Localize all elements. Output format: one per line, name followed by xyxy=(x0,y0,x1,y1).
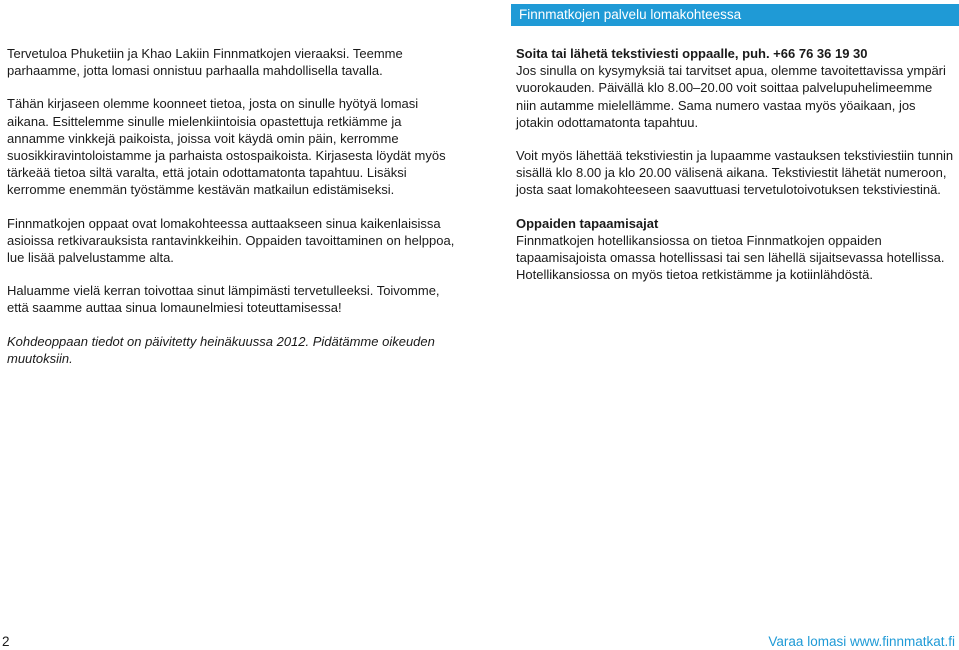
booklet-intro-paragraph: Tähän kirjaseen olemme koonneet tietoa, josta on sinulle hyötyä lomasi aikana. Esittelemme sinulle mielenkiintoisia opastettuja retkiämme ja annamme vinkkejä paikoista, joissa voit käydä omin päin, kerromme suosikkiravintoloistamme ja parhaista ostospaikoista. Kirjasesta löydät myös tärkeää tietoa siltä varalta, että jotain odottamatonta tapahtuu. Lisäksi kerromme enemmän työstämme kestävän matkailun edistämiseksi. xyxy=(7,96,446,198)
update-note: Kohdeoppaan tiedot on päivitetty heinäkuussa 2012. Pidätämme oikeuden muutoksiin. xyxy=(7,333,435,366)
left-column xyxy=(7,45,462,383)
sms-paragraph-2: Voit myös lähettää tekstiviestin ja lupaamme vastauksen tekstiviestiin tunnin sisällä klo 8.00 ja klo 20.00 välisenä aikana. Tekstiviestit lähetät numeroon, josta saat lomakohteeseen saavuttuasi tervetulotoivotuksen tekstiviestinä. xyxy=(516,148,954,198)
booking-link[interactable]: Varaa lomasi www.finnmatkat.fi xyxy=(768,634,955,649)
sms-paragraph-1: Jos sinulla on kysymyksiä tai tarvitset apua, olemme tavoitettavissa ympäri vuorokauden. Päivällä klo 8.00–20.00 voit soittaa palvelupuhelimeemme niin autamme mielellämme. Sama numero vastaa myös yöaikaan, jos jotakin odottamatonta tapahtuu. xyxy=(516,63,946,130)
section-header: Finnmatkojen palvelu lomakohteessa xyxy=(511,4,959,26)
meeting-times-paragraph: Finnmatkojen hotellikansiossa on tietoa Finnmatkojen oppaiden tapaamisajoista omassa hotellissasi tai sen lähellä sijaitsevassa hotellissa. Hotellikansiossa on myös tietoa retkistämme ja kotiinlähdöstä. xyxy=(516,232,945,283)
closing-paragraph: Haluamme vielä kerran toivottaa sinut lämpimästi tervetulleeksi. Toivomme, että saamme auttaa sinua lomaunelmiesi toteuttamisessa! xyxy=(7,283,440,316)
guides-paragraph: Finnmatkojen oppaat ovat lomakohteessa auttaakseen sinua kaikenlaisissa asioissa retkivarauksista rantavinkkeihin. Oppaiden tavoittaminen on helppoa, lue lisää palvelustamme alta. xyxy=(7,215,455,266)
meeting-times-heading: Oppaiden tapaamisajat xyxy=(516,215,659,231)
page-number: 2 xyxy=(2,634,10,649)
right-column xyxy=(516,45,956,299)
sms-heading: Soita tai lähetä tekstiviesti oppaalle, puh. +66 76 36 19 30 xyxy=(516,46,868,61)
welcome-paragraph: Tervetuloa Phuketiin ja Khao Lakiin Finnmatkojen vieraaksi. Teemme parhaamme, jotta lomasi onnistuu parhaalla mahdollisella tavalla. xyxy=(7,46,403,79)
